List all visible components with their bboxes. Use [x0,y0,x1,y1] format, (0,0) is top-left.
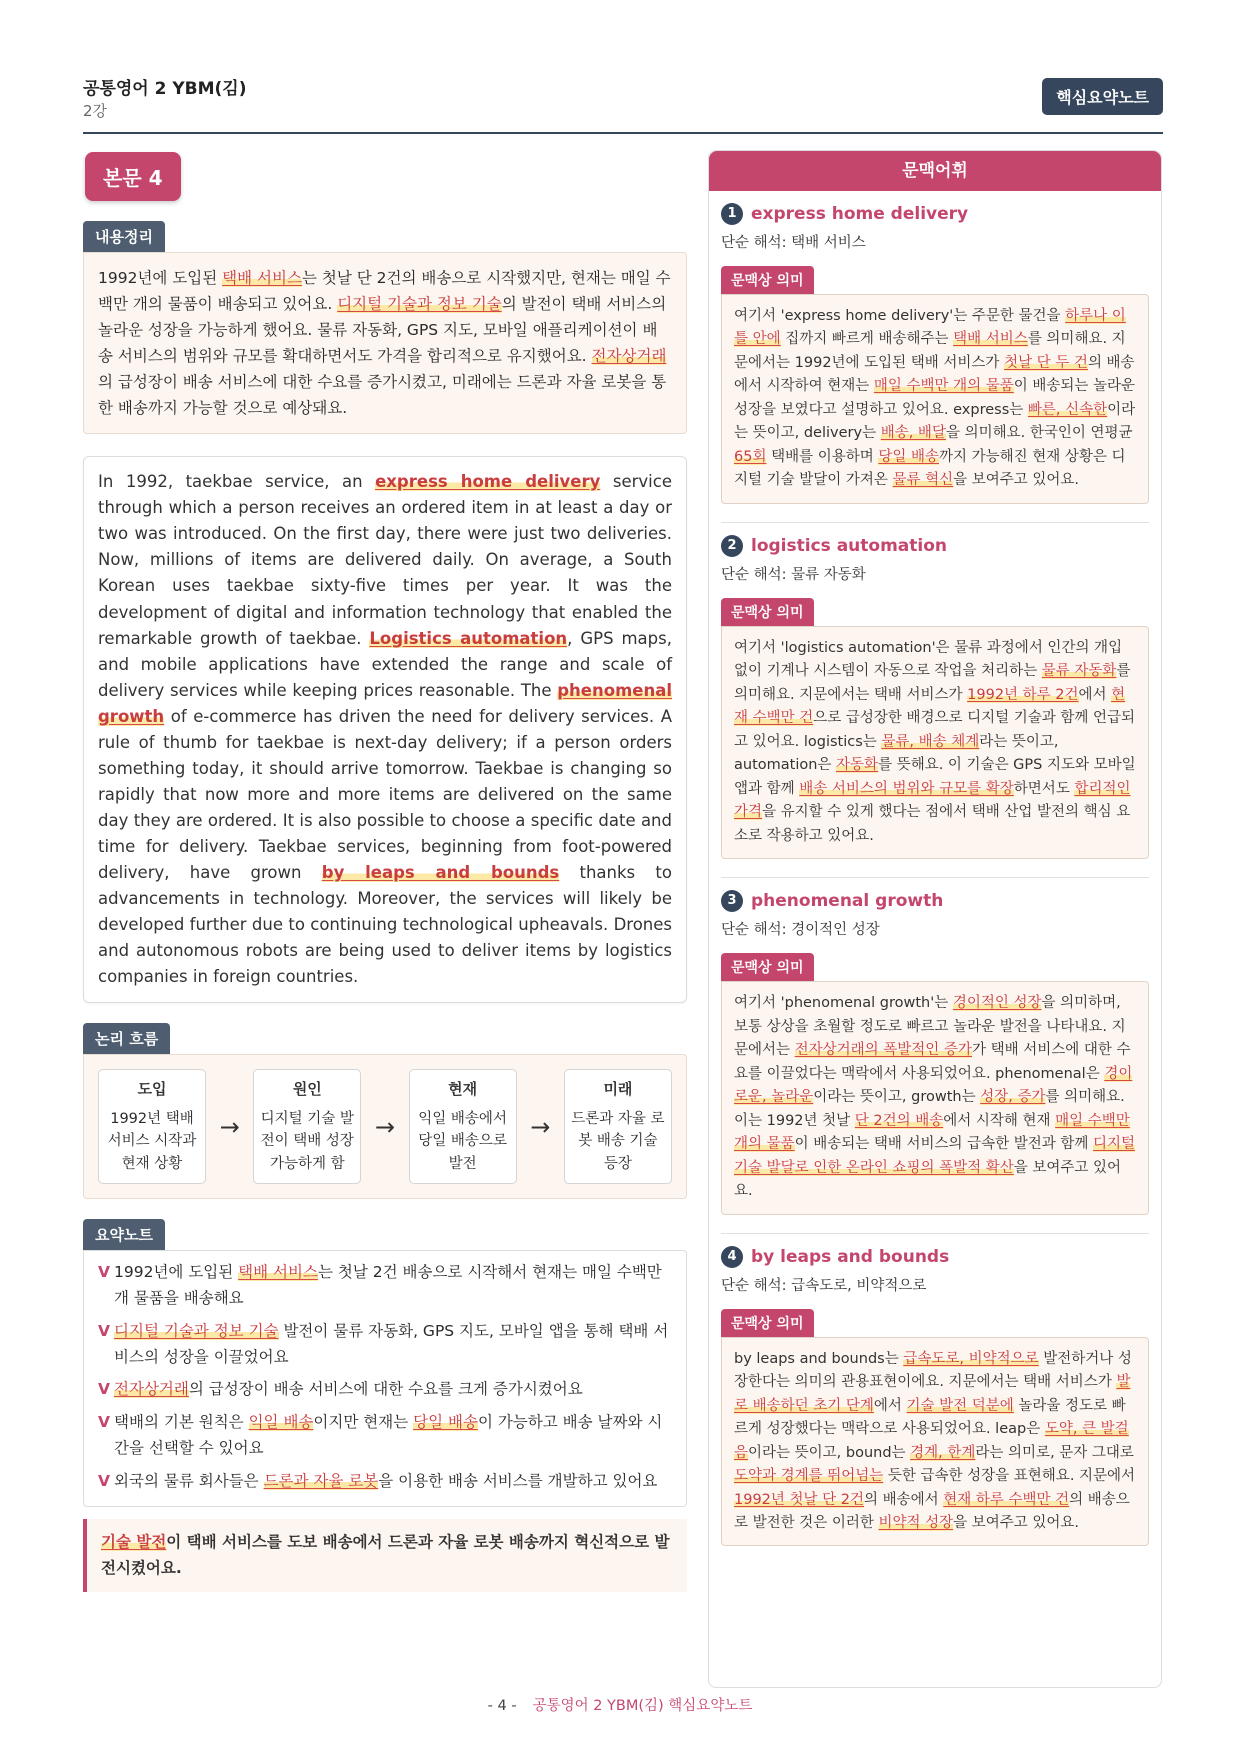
main-content [83,152,687,1592]
passage-tag: 본문 4 [85,152,181,201]
simple-meaning: 단순 해석: 택배 서비스 [721,235,866,251]
note-text: 디지털 기술과 정보 기술 발전이 물류 자동화, GPS 지도, 모바일 앱을 통해 택배 서비스의 성장을 이끌었어요 [114,1321,669,1367]
arrow-right-icon: → [374,1112,396,1141]
vocab-item-3 [709,890,1161,1233]
arrow-right-icon: → [219,1112,240,1141]
notes-label: 요약노트 [83,1219,165,1250]
flow-step-title: 도입 [137,1080,167,1099]
document-title: 공통영어 2 YBM(김) [83,79,247,99]
number-badge: 2 [721,535,743,557]
context-explanation: by leaps and bounds는 급속도로, 비약적으로 발전하거나 성장한다는 의미의 관용표현이에요. 지문에서는 택배 서비스가 발로 배송하던 초기 단계에서 기술 발전 덕분에 놀라울 정도로 빠르게 성장했다는 맥락으로 사용되었어요. leap은 도약, 큰 발걸음이라는 뜻이고, bound는 경계, 한계라는 의미로, 문자 그대로 도약과 경계를 뛰어넘는 듯한 급속한 성장을 표현해요. 지문에서 1992년 첫날 단 2건의 배송에서 현재 하루 수백만 건의 배송으로 발전한 것은 이러한 비약적 성장을 보여주고 있어요. [721,1337,1149,1547]
context-explanation: 여기서 'express home delivery'는 주문한 물건을 하루나 이틀 안에 집까지 빠르게 배송해주는 택배 서비스를 의미해요. 지문에서는 1992년에 도입된 택배 서비스가 첫날 단 두 건의 배송에서 시작하여 현재는 매일 수백만 개의 물품이 배송되는 놀라운 성장을 보였다고 설명하고 있어요. express는 빠른, 신속한이라는 뜻이고, delivery는 배송, 배달을 의미해요. 한국인이 연평균 65회 택배를 이용하며 당일 배송까지 가능해진 현재 상황은 디지털 기술 발달이 가져온 물류 혁신을 보여주고 있어요. [721,294,1149,504]
footer-text: 공통영어 2 YBM(김) 핵심요약노트 [532,1698,753,1714]
summary-notes-section [83,1219,687,1591]
list-item [98,1318,672,1371]
vocab-term: by leaps and bounds [751,1246,950,1267]
flow-label: 논리 흐름 [83,1023,170,1054]
flow-step-title: 미래 [603,1080,633,1099]
flow-step-present [409,1069,517,1184]
vocab-panel-title: 문맥어휘 [709,151,1161,191]
key-message: 기술 발전이 택배 서비스를 도보 배송에서 드론과 자율 로봇 배송까지 혁신적으로 발전시켰어요. [83,1519,687,1592]
note-text: 외국의 물류 회사들은 드론과 자율 로봇을 이용한 배송 서비스를 개발하고 있어요 [114,1471,658,1490]
simple-meaning: 단순 해석: 급속도로, 비약적으로 [721,1277,927,1294]
arrow-right-icon: → [530,1112,551,1141]
flow-step-cause [253,1069,361,1184]
check-icon: V [98,1321,110,1340]
check-icon: V [98,1412,110,1431]
vocab-item-2 [709,535,1161,878]
context-explanation: 여기서 'phenomenal growth'는 경이적인 성장을 의미하며, 보통 상상을 초월할 정도로 빠르고 놀라운 발전을 나타내요. 지문에서는 전자상거래의 폭발적인 증가가 택배 서비스에 대한 수요를 이끌었다는 맥락에서 사용되었어요. phenomenal은 경이로운, 놀라운이라는 뜻이고, growth는 성장, 증가를 의미해요. 이는 1992년 첫날 단 2건의 배송에서 시작해 현재 매일 수백만 개의 물품이 배송되는 택배 서비스의 급속한 발전과 함께 디지털 기술 발달로 인한 온라인 쇼핑의 폭발적 확산을 보여주고 있어요. [721,981,1149,1214]
summary-text: 1992년에 도입된 택배 서비스는 첫날 단 2건의 배송으로 시작했지만, 현재는 매일 수백만 개의 물품이 배송되고 있어요. 디지털 기술과 정보 기술의 발전이 택배 서비스의 놀라운 성장을 가능하게 했어요. 물류 자동화, GPS 지도, 모바일 애플리케이션이 배송 서비스의 범위와 규모를 확대하면서도 가격을 합리적으로 유지했어요. 전자상거래의 급성장이 배송 서비스에 대한 수요를 증가시켰고, 미래에는 드론과 자율 로봇을 통한 배송까지 가능할 것으로 예상돼요. [83,252,687,434]
flow-step-title: 현재 [448,1080,478,1099]
vocab-term: express home delivery [751,204,969,224]
header-divider [83,132,1163,134]
page-header [83,70,1163,134]
number-badge: 3 [721,890,743,912]
flow-step-text: 익일 배송에서 당일 배송으로 발전 [418,1110,507,1172]
flow-step-text: 1992년 택배 서비스 시작과 현재 상황 [107,1110,197,1172]
check-icon: V [98,1263,110,1282]
list-item [98,1409,672,1462]
list-item [98,1376,672,1402]
summary-section [83,221,687,434]
simple-meaning: 단순 해석: 물류 자동화 [721,566,866,583]
vocab-term: phenomenal growth [751,891,944,912]
flow-step-future [564,1069,672,1184]
logic-flow-section [83,1023,687,1199]
note-text: 1992년에 도입된 택배 서비스는 첫날 2건 배송으로 시작해서 현재는 매일 수백만 개 물품을 배송해요 [114,1263,662,1308]
note-text: 전자상거래의 급성장이 배송 서비스에 대한 수요를 크게 증가시켰어요 [114,1380,583,1399]
note-text: 택배의 기본 원칙은 익일 배송이지만 현재는 당일 배송이 가능하고 배송 날짜와 시간을 선택할 수 있어요 [114,1412,663,1458]
page-number: - 4 - [487,1698,517,1714]
context-label: 문맥상 의미 [721,953,814,981]
check-icon: V [98,1380,110,1399]
flow-diagram [83,1054,687,1199]
vocab-item-4 [709,1246,1161,1547]
summary-label: 내용정리 [83,221,165,252]
flow-step-text: 드론과 자율 로봇 배송 기술 등장 [571,1110,665,1172]
flow-step-intro [98,1069,206,1184]
list-item [98,1259,672,1312]
context-label: 문맥상 의미 [721,1309,814,1337]
notes-list [83,1250,687,1507]
lesson-number: 2강 [83,102,108,120]
context-label: 문맥상 의미 [721,266,814,294]
vocab-panel [708,150,1162,1688]
header-badge: 핵심요약노트 [1042,78,1163,115]
simple-meaning: 단순 해석: 경이적인 성장 [721,922,880,939]
context-explanation: 여기서 'logistics automation'은 물류 과정에서 인간의 개입 없이 기계나 시스템이 자동으로 작업을 처리하는 물류 자동화를 의미해요. 지문에서는 택배 서비스가 1992년 하루 2건에서 현재 수백만 건으로 급성장한 배경으로 디지털 기술과 함께 언급되고 있어요. logistics는 물류, 배송 체계라는 뜻이고, automation은 자동화를 뜻해요. 이 기술은 GPS 지도와 모바일 앱과 함께 배송 서비스의 범위와 규모를 확장하면서도 합리적인 가격을 유지할 수 있게 했다는 점에서 택배 산업 발전의 핵심 요소로 작용하고 있어요. [721,626,1149,859]
vocab-term: logistics automation [751,535,947,556]
context-label: 문맥상 의미 [721,598,814,626]
number-badge: 4 [721,1246,743,1268]
flow-step-title: 원인 [292,1080,322,1099]
vocab-item-1 [709,203,1161,523]
english-passage: In 1992, taekbae service, an express home delivery service through which a person receives an ordered item in at least a day or two was introduced. On the first day, there were just two deliveries. Now, millions of items are delivered daily. On average, a South Korean uses taekbae sixty-five times per year. It was the development of digital and information technology that enabled the remarkable growth of taekbae. Logistics automation, GPS maps, and mobile applications have extended the range and scale of delivery services while keeping prices reasonable. The phenomenal growth of e-commerce has driven the need for delivery services. A rule of thumb for taekbae is next-day delivery; if a person orders something today, it should arrive tomorrow. Taekbae is changing so rapidly that now more and more items are delivered on the same day they are ordered. It is also possible to choose a specific date and time for delivery. Taekbae services, beginning from foot-powered delivery, have grown by leaps and bounds thanks to advancements in technology. Moreover, the services will likely be developed further due to continuing technological upheavals. Drones and autonomous robots are being used to deliver items by logistics companies in foreign countries. [83,456,687,1003]
check-icon: V [98,1471,110,1490]
list-item [98,1468,672,1494]
number-badge: 1 [721,203,743,225]
page-footer [0,1694,1240,1715]
flow-step-text: 디지털 기술 발전이 택배 성장 가능하게 함 [260,1110,354,1172]
